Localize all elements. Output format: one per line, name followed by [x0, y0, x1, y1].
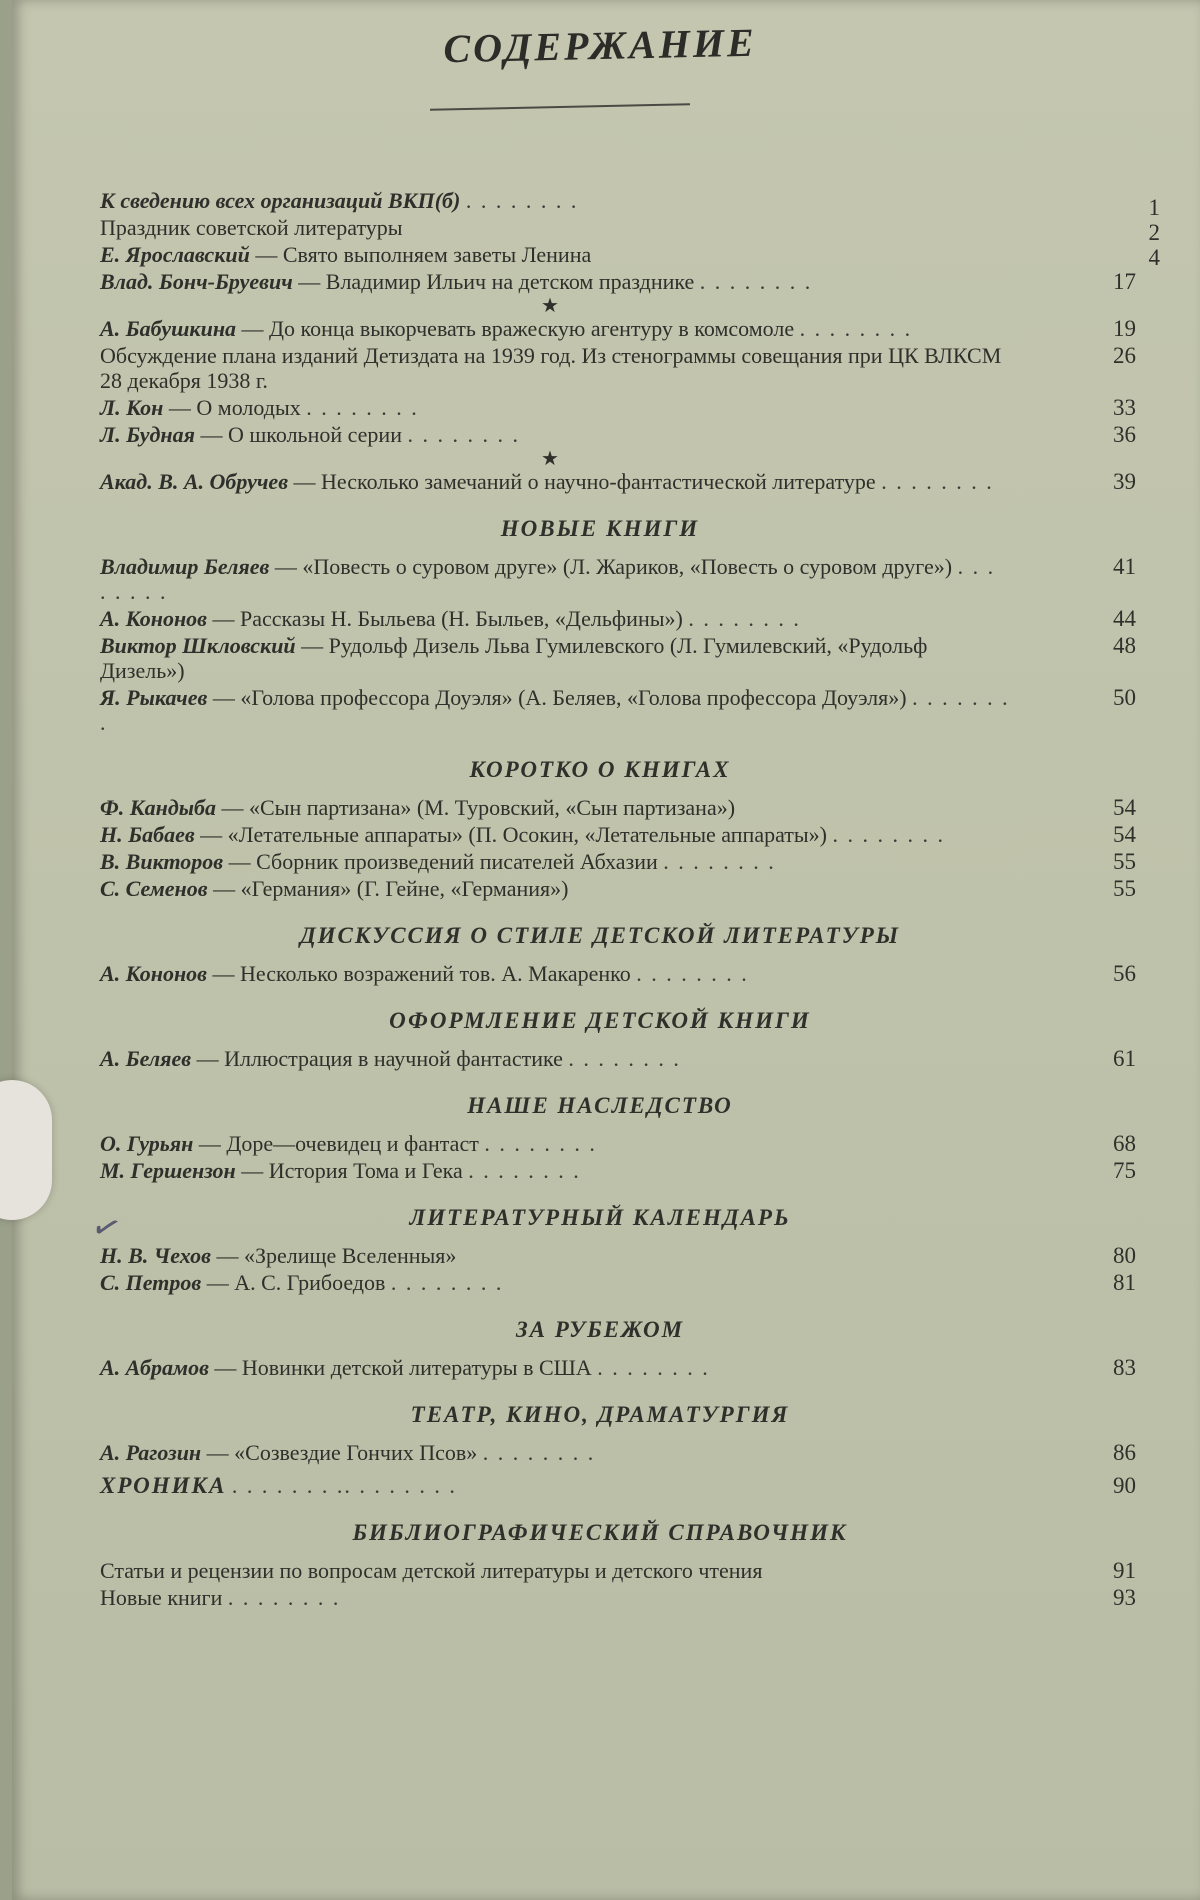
entry-text: — Несколько замечаний о научно-фантастической литературе	[293, 469, 876, 494]
page-number: 48	[1113, 633, 1136, 658]
star-ornament: ★	[541, 448, 559, 470]
entry-text: — Несколько возражений тов. А. Макаренко	[212, 961, 631, 986]
dot-leader: . . . . . . . .	[227, 1585, 341, 1610]
page-number: 61	[1113, 1046, 1136, 1071]
table-of-contents	[100, 188, 1140, 1612]
entry-author: М. Гершензон	[100, 1158, 236, 1183]
entry-author: А. Беляев	[100, 1046, 192, 1071]
toc-entry[interactable]	[100, 849, 1140, 874]
page-title: СОДЕРЖАНИЕ	[442, 19, 758, 72]
entry-text: — Доре—очевидец и фантаст	[198, 1131, 479, 1156]
section-heading: БИБЛИОГРАФИЧЕСКИЙ СПРАВОЧНИК	[352, 1520, 848, 1545]
entry-text: — Рассказы Н. Быльева (Н. Быльев, «Дельфины»)	[212, 606, 683, 631]
entry-text: Праздник советской литературы	[100, 215, 403, 240]
entry-author: Е. Ярославский	[100, 242, 250, 267]
dot-leader: . . . . . . . .	[407, 422, 520, 447]
page-number: 56	[1113, 961, 1136, 986]
toc-entry[interactable]	[100, 343, 1140, 393]
section-heading: КОРОТКО О КНИГАХ	[469, 757, 731, 782]
page-number: 90	[1113, 1473, 1136, 1498]
page-number: 86	[1113, 1440, 1136, 1465]
dot-leader: . . . . . . . .	[484, 1131, 597, 1156]
dot-leader: . . . . . . . .	[597, 1355, 710, 1380]
toc-entry[interactable]	[100, 876, 1140, 901]
entry-author: А. Бабушкина	[100, 316, 237, 341]
entry-text: — О школьной серии	[200, 422, 402, 447]
entry-text: — Рудольф Дизель Льва Гумилевского (Л. Гумилевский, «Рудольф Дизель»)	[100, 633, 928, 683]
toc-entry[interactable]	[100, 1046, 1140, 1071]
entry-text: — «Германия» (Г. Гейне, «Германия»)	[213, 876, 569, 901]
toc-entry[interactable]	[100, 1270, 1140, 1295]
page-number: 54	[1113, 822, 1136, 847]
toc-entry[interactable]	[100, 242, 1140, 267]
page-number: 93	[1113, 1585, 1136, 1610]
section-heading: НАШЕ НАСЛЕДСТВО	[467, 1093, 733, 1118]
dot-leader: . . . . . . . .	[799, 316, 913, 341]
toc-entry[interactable]	[100, 1158, 1140, 1183]
pencil-check-mark: ✓	[86, 1206, 126, 1251]
page-number: 68	[1113, 1131, 1136, 1156]
entry-author: А. Кононов	[100, 606, 208, 631]
dot-leader: . . . . . . . .	[100, 685, 1010, 735]
toc-entry[interactable]	[100, 469, 1140, 494]
entry-text: — «Летательные аппараты» (П. Осокин, «Летательные аппараты»)	[200, 822, 827, 847]
page-number: 2	[1148, 220, 1160, 245]
section-heading: ЛИТЕРАТУРНЫЙ КАЛЕНДАРЬ	[409, 1205, 791, 1230]
entry-author: С. Семенов	[100, 876, 208, 901]
entry-text: — О молодых	[168, 395, 301, 420]
page-number: 54	[1113, 795, 1136, 820]
entry-text: — А. С. Грибоедов	[206, 1270, 386, 1295]
section-title-chronicle: ХРОНИКА	[100, 1473, 227, 1498]
toc-entry[interactable]	[100, 554, 1140, 604]
entry-author: С. Петров	[100, 1270, 202, 1295]
entry-author: Виктор Шкловский	[100, 633, 296, 658]
entry-author: Н. В. Чехов	[100, 1243, 211, 1268]
top-page-numbers	[1149, 195, 1161, 270]
dot-leader: . . . . . . . .	[663, 849, 776, 874]
toc-entry[interactable]	[100, 188, 1140, 213]
star-ornament: ★	[541, 295, 559, 317]
toc-entry[interactable]	[100, 1558, 1140, 1583]
section-heading: ДИСКУССИЯ О СТИЛЕ ДЕТСКОЙ ЛИТЕРАТУРЫ	[299, 923, 901, 948]
toc-entry[interactable]	[100, 1355, 1140, 1380]
section-heading: ОФОРМЛЕНИЕ ДЕТСКОЙ КНИГИ	[389, 1008, 811, 1033]
entry-text: — «Созвездие Гончих Псов»	[206, 1440, 478, 1465]
toc-entry[interactable]	[100, 269, 1140, 294]
toc-entry[interactable]	[100, 795, 1140, 820]
entry-text: Обсуждение плана изданий Детиздата на 1939 год. Из стенограммы совещания при ЦК ВЛКСМ 28 декабря 1938 г.	[100, 343, 1002, 393]
page-number: 55	[1113, 876, 1136, 901]
page-number: 4	[1148, 245, 1160, 270]
dot-leader: . . . . . . . .	[344, 1473, 457, 1498]
toc-entry[interactable]	[100, 215, 1140, 240]
dot-leader: . . . . . . . .	[231, 1473, 345, 1498]
page-number: 33	[1113, 395, 1136, 420]
entry-text: — «Голова профессора Доуэля» (А. Беляев, «Голова профессора Доуэля»)	[212, 685, 907, 710]
entry-author: Ф. Кандыба	[100, 795, 216, 820]
entry-text: — «Зрелище Вселенныя»	[216, 1243, 457, 1268]
page-number: 26	[1113, 343, 1136, 368]
entry-title: К сведению всех организаций ВКП(б)	[100, 188, 461, 213]
toc-entry[interactable]	[100, 1585, 1140, 1610]
page-number: 81	[1113, 1270, 1136, 1295]
dot-leader: . . . . . . . .	[636, 961, 749, 986]
entry-text: Новые книги	[100, 1585, 223, 1610]
toc-entry[interactable]	[100, 1243, 1140, 1268]
entry-text: — Иллюстрация в научной фантастике	[196, 1046, 563, 1071]
entry-author: Я. Рыкачев	[100, 685, 208, 710]
toc-entry[interactable]	[100, 822, 1140, 847]
section-heading: ТЕАТР, КИНО, ДРАМАТУРГИЯ	[410, 1402, 790, 1427]
dot-leader: . . . . . . . .	[688, 606, 801, 631]
entry-text: — История Тома и Гека	[241, 1158, 463, 1183]
dot-leader: . . . . . . . .	[832, 822, 945, 847]
page-number: 50	[1113, 685, 1136, 710]
page-number: 39	[1113, 469, 1136, 494]
toc-entry[interactable]	[100, 422, 1140, 447]
entry-text: — «Повесть о суровом друге» (Л. Жариков, «Повесть о суровом друге»)	[274, 554, 953, 579]
page-number: 41	[1113, 554, 1136, 579]
toc-entry[interactable]	[100, 1473, 1140, 1498]
entry-author: А. Абрамов	[100, 1355, 209, 1380]
dot-leader: . . . . . . . .	[468, 1158, 581, 1183]
entry-author: В. Викторов	[100, 849, 224, 874]
dot-leader: . . . . . . . .	[881, 469, 994, 494]
entry-text: — «Сын партизана» (М. Туровский, «Сын партизана»)	[221, 795, 736, 820]
toc-entry[interactable]	[100, 395, 1140, 420]
dot-leader: . . . . . . . .	[306, 395, 419, 420]
entry-author: Н. Бабаев	[100, 822, 195, 847]
entry-text: — Владимир Ильич на детском празднике	[298, 269, 695, 294]
dot-leader: . . . . . . . .	[482, 1440, 596, 1465]
entry-author: Влад. Бонч-Бруевич	[100, 269, 293, 294]
page-number: 83	[1113, 1355, 1136, 1380]
entry-text: — Сборник произведений писателей Абхазии	[228, 849, 658, 874]
page-number: 91	[1113, 1558, 1136, 1583]
page-number: 44	[1113, 606, 1136, 631]
page-number: 1	[1148, 195, 1160, 220]
page-number: 55	[1113, 849, 1136, 874]
dot-leader: . . . . . . . .	[699, 269, 813, 294]
entry-author: О. Гурьян	[100, 1131, 194, 1156]
entry-text: — Свято выполняем заветы Ленина	[255, 242, 592, 267]
entry-author: Владимир Беляев	[100, 554, 270, 579]
entry-text: — До конца выкорчевать вражескую агентуру в комсомоле	[241, 316, 795, 341]
dot-leader: . . . . . . . .	[465, 188, 579, 213]
entry-author: Акад. В. А. Обручев	[100, 469, 289, 494]
entry-author: Л. Кон	[100, 395, 164, 420]
entry-text: Статьи и рецензии по вопросам детской литературы и детского чтения	[100, 1558, 763, 1583]
toc-entry[interactable]	[100, 633, 1140, 683]
section-heading: ЗА РУБЕЖОМ	[515, 1317, 685, 1342]
toc-entry[interactable]	[100, 685, 1140, 735]
toc-entry[interactable]	[100, 1440, 1140, 1465]
toc-entry[interactable]	[100, 316, 1140, 341]
page-number: 80	[1113, 1243, 1136, 1268]
toc-entry[interactable]	[100, 1131, 1140, 1156]
entry-author: А. Рагозин	[100, 1440, 202, 1465]
toc-entry[interactable]	[100, 606, 1140, 631]
entry-text: — Новинки детской литературы в США	[214, 1355, 592, 1380]
dot-leader: . . . . . . . .	[568, 1046, 681, 1071]
entry-author: А. Кононов	[100, 961, 208, 986]
entry-author: Л. Будная	[100, 422, 195, 447]
page-number: 19	[1113, 316, 1136, 341]
thumb-shadow	[0, 1080, 52, 1220]
page-number: 36	[1113, 422, 1136, 447]
page-number: 75	[1113, 1158, 1136, 1183]
section-heading: НОВЫЕ КНИГИ	[500, 516, 700, 541]
page-number: 17	[1113, 269, 1136, 294]
dot-leader: . . . . . . . .	[100, 554, 996, 604]
toc-entry[interactable]	[100, 961, 1140, 986]
dot-leader: . . . . . . . .	[390, 1270, 504, 1295]
